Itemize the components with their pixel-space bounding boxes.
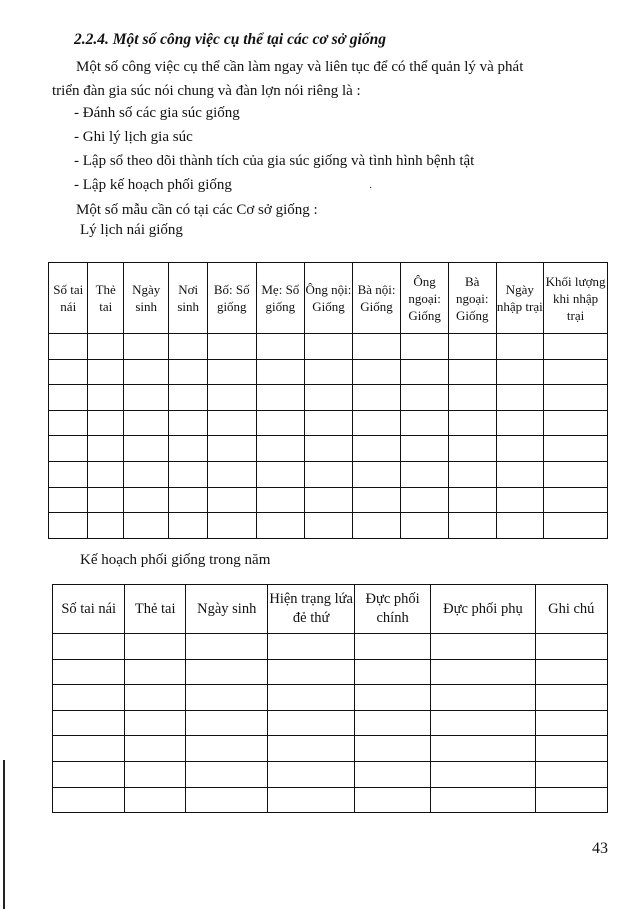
table-cell [53,634,125,660]
table-cell [268,787,354,813]
table-cell [401,359,449,385]
table-cell [354,659,431,685]
table-cell [431,787,535,813]
table-cell [544,410,608,436]
table-cell [305,385,353,411]
table-cell [401,461,449,487]
table-cell [53,736,125,762]
table-row [49,487,608,513]
table-cell [125,659,186,685]
table-row [49,359,608,385]
column-header: Đực phối chính [354,585,431,634]
table-cell [448,385,496,411]
table-cell [169,487,207,513]
table-cell [496,513,544,539]
table-cell [256,385,305,411]
table-row [53,736,608,762]
column-header: Ngày sinh [123,263,169,334]
table-cell [256,436,305,462]
table-cell [431,659,535,685]
column-header: Thẻ tai [125,585,186,634]
table-row [53,685,608,711]
table-cell [186,634,268,660]
table-cell [125,685,186,711]
column-header: Ngày sinh [186,585,268,634]
column-header: Số tai nái [49,263,88,334]
table-row [49,410,608,436]
table-cell [53,761,125,787]
table-cell [88,461,123,487]
table-cell [125,634,186,660]
table-cell [53,787,125,813]
table-cell [401,487,449,513]
table-cell [352,410,401,436]
table-cell [305,436,353,462]
table-row [53,659,608,685]
table-cell [186,710,268,736]
table-cell [49,385,88,411]
table-cell [352,513,401,539]
table-cell [496,385,544,411]
table-row [49,385,608,411]
column-header: Ông ngoại: Giống [401,263,449,334]
table-cell [256,487,305,513]
table-cell [496,436,544,462]
table-cell [169,359,207,385]
task-item: - Ghi lý lịch gia súc [74,129,193,145]
table-cell [186,761,268,787]
table-cell [352,334,401,360]
table-cell [207,487,256,513]
table-cell [352,436,401,462]
table-cell [352,487,401,513]
table-cell [544,334,608,360]
table-cell [207,359,256,385]
table-body [49,334,608,539]
table-cell [186,659,268,685]
table-cell [544,385,608,411]
column-header: Thẻ tai [88,263,123,334]
intro-line-1: Một số công việc cụ thể cần làm ngay và liên tục để có thể quản lý và phát [76,59,524,75]
table-cell [186,736,268,762]
table-cell [88,385,123,411]
table-row [53,761,608,787]
table-cell [354,761,431,787]
column-header: Khối lượng khi nhập trại [544,263,608,334]
table-cell [431,685,535,711]
table-cell [256,410,305,436]
annual-breeding-plan-table [52,584,608,813]
table-cell [401,334,449,360]
table-cell [352,359,401,385]
scan-margin-line [3,760,5,909]
table-body [53,634,608,813]
table-cell [207,410,256,436]
table-cell [496,359,544,385]
table-cell [496,334,544,360]
table-cell [544,487,608,513]
table-cell [125,761,186,787]
table-cell [305,410,353,436]
table-cell [169,513,207,539]
table-cell [431,634,535,660]
table-cell [535,761,608,787]
table1-caption: Lý lịch nái giống [80,222,183,238]
table-cell [88,487,123,513]
table-cell [169,436,207,462]
column-header: Bố: Số giống [207,263,256,334]
table-cell [53,685,125,711]
table-cell [431,710,535,736]
stray-mark: · [369,183,373,194]
table-header-row [49,263,608,334]
table-cell [207,436,256,462]
intro-line-2: triển đàn gia súc nói chung và đàn lợn nói riêng là : [52,83,361,99]
table-cell [305,359,353,385]
table-cell [448,334,496,360]
task-item: - Lập kế hoạch phối giống [74,177,232,193]
table-cell [535,634,608,660]
forms-intro: Một số mẫu cần có tại các Cơ sở giống : [76,202,318,218]
table-cell [535,736,608,762]
table-cell [431,761,535,787]
section-heading: 2.2.4. Một số công việc cụ thể tại các cơ sở giống [74,31,386,48]
table-cell [125,787,186,813]
table-cell [305,461,353,487]
table-row [49,334,608,360]
table-cell [207,513,256,539]
column-header: Ngày nhập trại [496,263,544,334]
table-cell [401,385,449,411]
column-header: Ghi chú [535,585,608,634]
table-cell [305,513,353,539]
table-cell [354,710,431,736]
table-cell [169,410,207,436]
table-cell [268,685,354,711]
column-header: Ông nội: Giống [305,263,353,334]
column-header: Mẹ: Số giống [256,263,305,334]
table-cell [268,761,354,787]
table-cell [268,659,354,685]
table-cell [207,461,256,487]
table-cell [448,436,496,462]
table-cell [123,410,169,436]
table-cell [544,461,608,487]
column-header: Hiện trạng lứa đẻ thứ [268,585,354,634]
table-cell [123,334,169,360]
table-cell [169,385,207,411]
table-cell [544,513,608,539]
page-number: 43 [592,840,608,857]
table2-caption: Kế hoạch phối giống trong năm [80,552,271,568]
table-cell [256,334,305,360]
table-cell [186,685,268,711]
table-header-row [53,585,608,634]
table-cell [305,334,353,360]
column-header: Bà nội: Giống [352,263,401,334]
table-cell [169,334,207,360]
table-cell [401,436,449,462]
table-cell [268,634,354,660]
table-cell [49,513,88,539]
table-cell [123,436,169,462]
table-cell [268,736,354,762]
column-header: Số tai nái [53,585,125,634]
table-cell [123,385,169,411]
table-cell [256,359,305,385]
table-cell [448,513,496,539]
table-cell [535,685,608,711]
table-cell [352,461,401,487]
table-cell [88,436,123,462]
table-cell [49,487,88,513]
table-row [53,787,608,813]
table-cell [354,736,431,762]
table-cell [401,410,449,436]
table-cell [49,436,88,462]
table-cell [88,513,123,539]
table-cell [49,410,88,436]
table-row [49,436,608,462]
table-cell [125,710,186,736]
task-list [74,101,474,197]
table-cell [88,410,123,436]
table-cell [53,659,125,685]
table-cell [448,410,496,436]
task-item: - Đánh số các gia súc giống [74,105,240,121]
table-cell [448,487,496,513]
table-cell [88,359,123,385]
table-cell [256,461,305,487]
table-cell [535,659,608,685]
table-cell [88,334,123,360]
table-row [49,513,608,539]
table-cell [207,385,256,411]
table-row [53,634,608,660]
table-cell [49,461,88,487]
table-cell [125,736,186,762]
task-item: - Lập sổ theo dõi thành tích của gia súc giống và tình hình bệnh tật [74,153,475,169]
table-cell [123,487,169,513]
column-header: Đực phối phụ [431,585,535,634]
table-cell [535,710,608,736]
table-cell [496,461,544,487]
table-cell [354,634,431,660]
table-cell [352,385,401,411]
table-cell [123,461,169,487]
breeding-sow-record-table [48,262,608,539]
table-cell [305,487,353,513]
table-cell [354,685,431,711]
column-header: Nơi sinh [169,263,207,334]
table-cell [544,436,608,462]
table-cell [354,787,431,813]
table-cell [448,461,496,487]
table-cell [268,710,354,736]
table-cell [496,410,544,436]
table-cell [49,334,88,360]
table-cell [123,513,169,539]
table-cell [49,359,88,385]
table-cell [496,487,544,513]
table-cell [431,736,535,762]
table-cell [207,334,256,360]
table-cell [169,461,207,487]
column-header: Bà ngoại: Giống [448,263,496,334]
table-row [53,710,608,736]
table-cell [123,359,169,385]
table-cell [448,359,496,385]
table-cell [53,710,125,736]
table-row [49,461,608,487]
table-cell [256,513,305,539]
table-cell [535,787,608,813]
table-cell [544,359,608,385]
table-cell [186,787,268,813]
table-cell [401,513,449,539]
